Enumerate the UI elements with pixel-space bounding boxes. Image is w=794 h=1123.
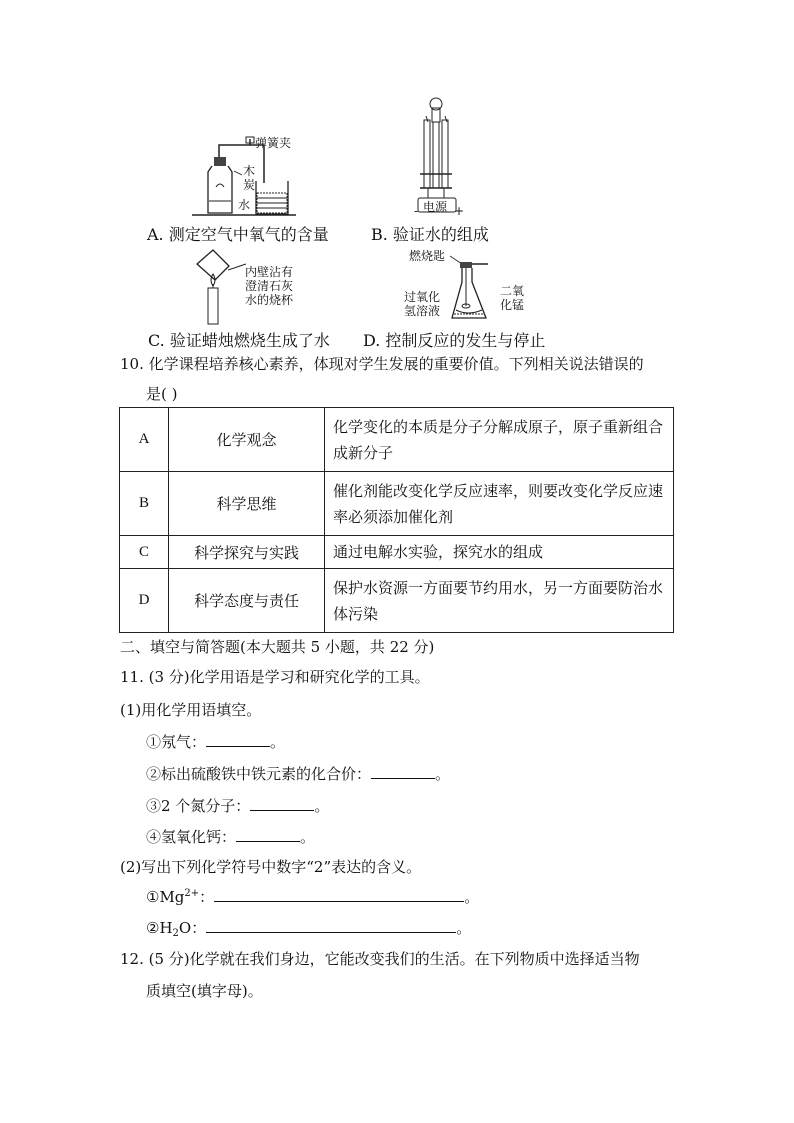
section-2-title: 二、填空与简答题(本大题共 5 小题，共 22 分) [120, 638, 435, 656]
label-combustion-spoon: 燃烧匙 [409, 249, 446, 263]
option-text: 化学变化的本质是分子分解成原子，原子重新组合成新分子 [325, 408, 674, 472]
option-category: 科学态度与责任 [169, 569, 325, 633]
item-label: ①氖气： [146, 733, 207, 751]
item-end: 。 [314, 797, 330, 815]
q10-stem-line1: 10. 化学课程培养核心素养，体现对学生发展的重要价值。下列相关说法错误的 [120, 355, 644, 373]
table-row [120, 569, 674, 633]
subscript: 2 [172, 928, 179, 939]
item-label: ③2 个氮分子： [146, 797, 251, 815]
charge-superscript: 2+ [184, 888, 200, 899]
q11-stem: 11. (3 分)化学用语是学习和研究化学的工具。 [120, 668, 430, 686]
option-text: 催化剂能改变化学反应速率，则要改变化学反应速率必须添加催化剂 [325, 472, 674, 536]
q11-item4 [146, 826, 315, 847]
option-letter: B [120, 472, 169, 536]
label-beaker-limewater: 内壁沾有 澄清石灰 水的烧杯 [245, 265, 294, 307]
q10-stem-line2: 是( ) [146, 385, 178, 403]
answer-blank[interactable] [371, 764, 435, 779]
option-category: 科学思维 [169, 472, 325, 536]
q12-stem-line1: 12. (5 分)化学就在我们身边，它能改变我们的生活。在下列物质中选择适当物 [120, 950, 640, 968]
q12-stem-line2: 质填空(填字母)。 [146, 982, 263, 1000]
label-plus: + [454, 204, 465, 218]
label-manganese-dioxide: 二氧 化锰 [500, 284, 525, 312]
table-row [120, 536, 674, 569]
item-end: 。 [435, 765, 451, 783]
figure-d-apparatus [450, 250, 500, 326]
option-text: 保护水资源一方面要节约用水，另一方面要防治水体污染 [325, 569, 674, 633]
answer-blank[interactable] [236, 827, 300, 842]
label-spring-clamp: 弹簧夹 [255, 136, 292, 150]
label-minus: - [414, 204, 419, 218]
table-row [120, 408, 674, 472]
caption-a: A. 测定空气中氧气的含量 [147, 225, 329, 244]
label-power-source: 电源 [423, 200, 448, 214]
label-water: 水 [238, 198, 251, 212]
option-category: 科学探究与实践 [169, 536, 325, 569]
q11-item3 [146, 795, 329, 816]
caption-c: C. 验证蜡烛燃烧生成了水 [148, 331, 330, 350]
q11-mg-item: $①Mg^{2+}$： 。 [146, 888, 480, 906]
item-end: 。 [270, 733, 286, 751]
option-letter: D [120, 569, 169, 633]
table-row [120, 472, 674, 536]
option-letter: C [120, 536, 169, 569]
label-hydrogen-peroxide: 过氧化 氢溶液 [404, 290, 441, 318]
q11-item1 [146, 731, 285, 752]
item-end: 。 [300, 828, 316, 846]
label-charcoal: 木 炭 [243, 164, 256, 192]
caption-b: B. 验证水的组成 [371, 225, 489, 244]
figure-c-apparatus [193, 248, 233, 328]
answer-blank[interactable] [206, 732, 270, 747]
option-text: 通过电解水实验，探究水的组成 [325, 536, 674, 569]
q11-h2o-item: $②H_2O$： 。 [146, 919, 472, 939]
item-label: ②标出硫酸铁中铁元素的化合价： [146, 765, 372, 783]
answer-blank[interactable] [250, 796, 314, 811]
q11-item2 [146, 763, 450, 784]
answer-blank[interactable] [206, 918, 456, 933]
q10-options-table [119, 407, 674, 633]
q11-part1: (1)用化学用语填空。 [120, 701, 262, 719]
option-letter: A [120, 408, 169, 472]
q11-part2: (2)写出下列化学符号中数字“2”表达的含义。 [120, 858, 422, 876]
caption-d: D. 控制反应的发生与停止 [363, 331, 546, 350]
answer-blank[interactable] [214, 887, 464, 902]
item-label: ④氢氧化钙： [146, 828, 237, 846]
option-category: 化学观念 [169, 408, 325, 472]
